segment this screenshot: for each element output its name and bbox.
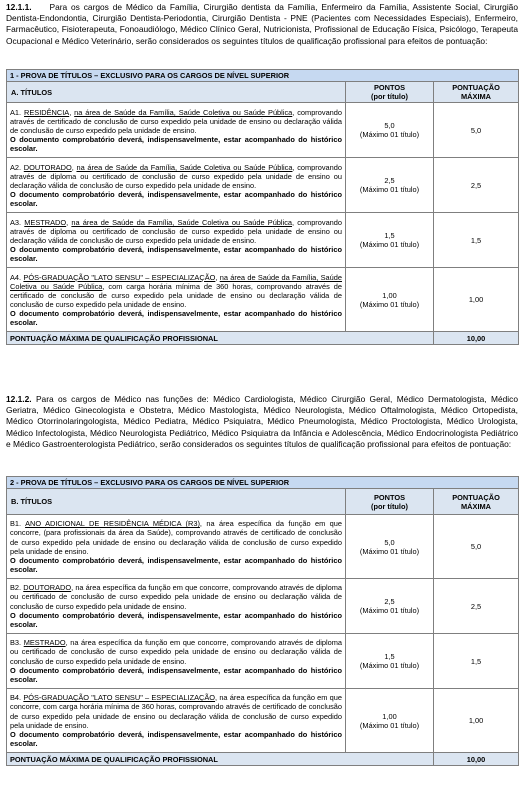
table2-title-row — [7, 477, 519, 489]
table2-row-b1-description: B1. ANO ADICIONAL DE RESIDÊNCIA MÉDICA (R3), na área específica da função em que concorre, (para profissionais da área da Saúde), comprovando através de certificado de conclusão de curso expedido pela unidade de ensino ou declaração válida de conclusão de curso expedido pela unidade de ensino. O documento comprobatório deverá, indispensavelmente, estar acompanhado do histórico escolar. — [7, 515, 346, 579]
table2-header-max: PONTUAÇÃO MÁXIMA — [434, 489, 519, 515]
table1-row-a2-description: A2. DOUTORADO, na área de Saúde da Família, Saúde Coletiva ou Saúde Pública, comprovando através de diploma ou certificado de conclusão de curso expedido pela unidade de ensino ou declaração válida de conclusão de curso expedido pela unidade de ensino. O documento comprobatório deverá, indispensavelmente, estar acompanhado do histórico escolar. — [7, 158, 346, 213]
titles-table-1 — [6, 69, 519, 345]
area-name: na área de Saúde da Família, Saúde Coletiva ou Saúde Pública — [74, 107, 293, 117]
table1-header-max: PONTUAÇÃO MÁXIMA — [434, 82, 519, 103]
document-note: O documento comprobatório deverá, indispensavelmente, estar acompanhado do histórico escolar. — [10, 134, 342, 153]
table2-row-b2-max: 2,5 — [434, 579, 519, 634]
table1-footer-label: PONTUAÇÃO MÁXIMA DE QUALIFICAÇÃO PROFISSIONAL — [7, 332, 434, 345]
table2-header-titles: B. TÍTULOS — [7, 489, 346, 515]
title-name: MESTRADO — [24, 217, 67, 227]
table1-row-a3-max: 1,5 — [434, 213, 519, 268]
table2-title: 2 - PROVA DE TÍTULOS – EXCLUSIVO PARA OS CARGOS DE NÍVEL SUPERIOR — [7, 477, 519, 489]
document-note: O documento comprobatório deverá, indispensavelmente, estar acompanhado do histórico escolar. — [10, 189, 342, 208]
area-name: na área de Saúde da Família, Saúde Coletiva ou Saúde Pública — [76, 162, 293, 172]
section1-intro-text: Para os cargos de Médico da Família, Cirurgião dentista da Família, Enfermeiro da Família, Assistente Social, Cirurgião Dentista-Endondontia, Cirurgião Dentista-Periodontia, Cirurgião Dentista - PNE (Pacientes com Necessidades Especiais), Enfermeiro, Farmacêutico, Fisioterapeuta, Fonoaudiólogo, Médico Clínico Geral, Nutricionista, Profissional de Educação Física, Psicólogo, Terapeuta Ocupacional e Médico Veterinário, serão considerados os seguintes títulos de qualificação profissional para efeitos de pontuação: — [6, 2, 518, 46]
section1-intro-paragraph — [6, 2, 518, 47]
table1-row-a2 — [7, 158, 519, 213]
table2-row-b3-points: 1,5 (Máximo 01 título) — [346, 634, 434, 689]
table1-row-a4-points: 1,00 (Máximo 01 título) — [346, 268, 434, 332]
table1-header-titles: A. TÍTULOS — [7, 82, 346, 103]
table1-row-a1-description: A1. RESIDÊNCIA, na área de Saúde da Família, Saúde Coletiva ou Saúde Pública, comprovando através de certificado de conclusão de curso expedido pela unidade de ensino ou declaração válida de conclusão de curso expedido pela unidade de ensino. O documento comprobatório deverá, indispensavelmente, estar acompanhado do histórico escolar. — [7, 103, 346, 158]
section1-number: 12.1.1. — [6, 2, 32, 12]
table2-row-b2 — [7, 579, 519, 634]
section2-intro-text: Para os cargos de Médico nas funções de: Médico Cardiologista, Médico Cirurgião Geral, Médico Dermatologista, Médico Geriatra, Médico Ginecologista e Obstetra, Médico Mastologista, Médico Neurologista, Médico Oftalmologista, Médico Ortopedista, Médico Otorrinolaringologista, Médico Pediatra, Médico Psiquiatra, Médico Pneumologista, Médico Proctologista, Médico Urologista, Médico Infectologista, Médico Neurologista Pediátrico, Médico Psiquiatra da Infância e Adolescência, Médico Endocrinologista Pediátrico e Médico Gastroenterologista Pediátrico, serão considerados os seguintes títulos de qualificação profissional para efeitos de pontuação: — [6, 394, 518, 449]
table1-row-a4 — [7, 268, 519, 332]
table1-row-a2-max: 2,5 — [434, 158, 519, 213]
title-name: DOUTORADO — [23, 162, 72, 172]
table1-row-a3-description: A3. MESTRADO, na área de Saúde da Família, Saúde Coletiva ou Saúde Pública, comprovando através de diploma ou certificado de conclusão de curso expedido pela unidade de ensino ou declaração válida de conclusão de curso expedido pela unidade de ensino. O documento comprobatório deverá, indispensavelmente, estar acompanhado do histórico escolar. — [7, 213, 346, 268]
table1-header-row — [7, 82, 519, 103]
table1-row-a4-description: A4. PÓS-GRADUAÇÃO "LATO SENSU" – ESPECIALIZAÇÃO, na área de Saúde da Família, Saúde Coletiva ou Saúde Pública, com carga horária mínima de 360 horas, comprovando através de certificado de conclusão de curso expedido pela unidade de ensino ou declaração válida de conclusão de curso expedido pela unidade de ensino. O documento comprobatório deverá, indispensavelmente, estar acompanhado do histórico escolar. — [7, 268, 346, 332]
title-name: RESIDÊNCIA — [24, 107, 70, 117]
table2-row-b2-description: B2. DOUTORADO, na área específica da função em que concorre, comprovando através de diploma ou certificado de conclusão de curso expedido pela unidade de ensino ou declaração válida de conclusão de curso expedido pela unidade de ensino. O documento comprobatório deverá, indispensavelmente, estar acompanhado do histórico escolar. — [7, 579, 346, 634]
table2-row-b1 — [7, 515, 519, 579]
table2-row-b2-points: 2,5 (Máximo 01 título) — [346, 579, 434, 634]
table2-row-b4 — [7, 689, 519, 753]
table2-row-b1-points: 5,0 (Máximo 01 título) — [346, 515, 434, 579]
table2-row-b4-description: B4. PÓS-GRADUAÇÃO "LATO SENSU" – ESPECIALIZAÇÃO, na área específica da função em que concorre, com carga horária mínima de 360 horas, comprovando através de certificado de conclusão de curso expedido pela unidade de ensino ou declaração válida de conclusão de curso expedido pela unidade de ensino. O documento comprobatório deverá, indispensavelmente, estar acompanhado do histórico escolar. — [7, 689, 346, 753]
table2-header-row — [7, 489, 519, 515]
table1-row-a1-max: 5,0 — [434, 103, 519, 158]
table1-footer-row — [7, 332, 519, 345]
area-name: na área de Saúde da Família, Saúde Coletiva ou Saúde Pública — [10, 272, 342, 291]
document-note: O documento comprobatório deverá, indispensavelmente, estar acompanhado do histórico escolar. — [10, 244, 342, 263]
title-name: MESTRADO — [23, 638, 66, 648]
document-note: O documento comprobatório deverá, indispensavelmente, estar acompanhado do histórico escolar. — [10, 610, 342, 629]
table1-row-a3-points: 1,5 (Máximo 01 título) — [346, 213, 434, 268]
document-note: O documento comprobatório deverá, indispensavelmente, estar acompanhado do histórico escolar. — [10, 555, 342, 574]
title-name: PÓS-GRADUAÇÃO "LATO SENSU" – ESPECIALIZAÇÃO — [23, 272, 216, 282]
section2-intro-paragraph — [6, 394, 518, 450]
document-note: O documento comprobatório deverá, indispensavelmente, estar acompanhado do histórico escolar. — [10, 308, 342, 327]
table2-row-b3-description: B3. MESTRADO, na área específica da função em que concorre, comprovando através de diploma ou certificado de conclusão de curso expedido pela unidade de ensino ou declaração válida de conclusão de curso expedido pela unidade de ensino. O documento comprobatório deverá, indispensavelmente, estar acompanhado do histórico escolar. — [7, 634, 346, 689]
table2-footer-label: PONTUAÇÃO MÁXIMA DE QUALIFICAÇÃO PROFISSIONAL — [7, 753, 434, 766]
document-note: O documento comprobatório deverá, indispensavelmente, estar acompanhado do histórico escolar. — [10, 665, 342, 684]
table2-row-b3-max: 1,5 — [434, 634, 519, 689]
area-name: na área de Saúde da Família, Saúde Coletiva ou Saúde Pública — [71, 217, 293, 227]
table1-title: 1 - PROVA DE TÍTULOS – EXCLUSIVO PARA OS CARGOS DE NÍVEL SUPERIOR — [7, 70, 519, 82]
title-name: ANO ADICIONAL DE RESIDÊNCIA MÉDICA (R3) — [25, 519, 200, 529]
table1-footer-value: 10,00 — [434, 332, 519, 345]
table2-footer-value: 10,00 — [434, 753, 519, 766]
section2-number: 12.1.2. — [6, 394, 32, 404]
title-name: PÓS-GRADUAÇÃO "LATO SENSU" – ESPECIALIZAÇÃO — [23, 693, 216, 703]
table1-row-a4-max: 1,00 — [434, 268, 519, 332]
table2-row-b1-max: 5,0 — [434, 515, 519, 579]
title-name: DOUTORADO — [23, 583, 72, 593]
table2-footer-row — [7, 753, 519, 766]
table2-row-b4-max: 1,00 — [434, 689, 519, 753]
table2-row-b4-points: 1,00 (Máximo 01 título) — [346, 689, 434, 753]
table2-header-points: PONTOS (por título) — [346, 489, 434, 515]
table1-header-points: PONTOS (por título) — [346, 82, 434, 103]
table2-row-b3 — [7, 634, 519, 689]
table1-title-row — [7, 70, 519, 82]
table1-row-a2-points: 2,5 (Máximo 01 título) — [346, 158, 434, 213]
titles-table-2 — [6, 476, 519, 766]
document-note: O documento comprobatório deverá, indispensavelmente, estar acompanhado do histórico escolar. — [10, 729, 342, 748]
table1-row-a3 — [7, 213, 519, 268]
table1-row-a1 — [7, 103, 519, 158]
table1-row-a1-points: 5,0 (Máximo 01 título) — [346, 103, 434, 158]
